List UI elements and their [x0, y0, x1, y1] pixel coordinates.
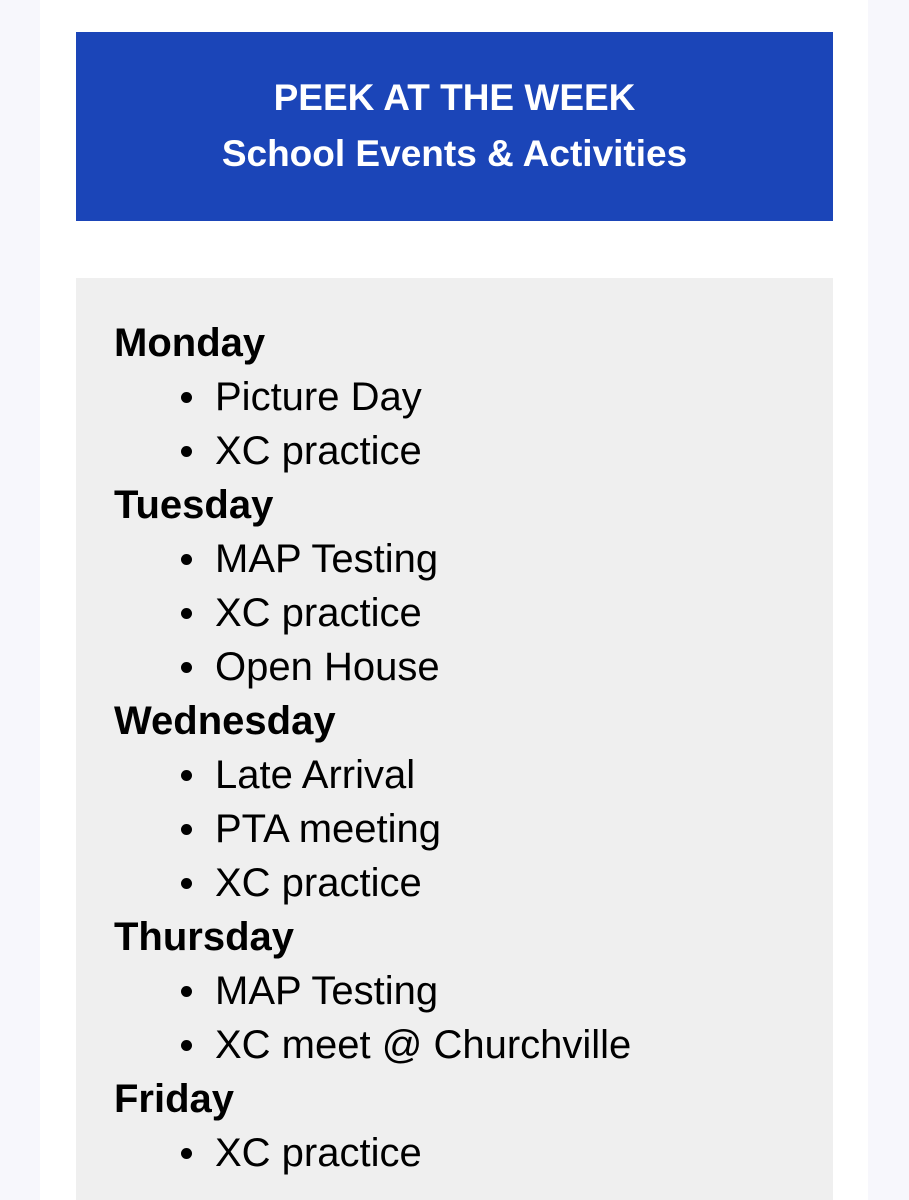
event-label: XC practice — [215, 861, 422, 905]
day-name: Monday — [114, 321, 266, 365]
day-name: Wednesday — [114, 699, 336, 743]
event-list — [76, 532, 833, 694]
event-label: XC meet @ Churchville — [215, 1023, 632, 1067]
event-list — [76, 1126, 833, 1180]
list-item — [76, 1126, 833, 1180]
list-item — [76, 424, 833, 478]
day-monday — [76, 316, 833, 478]
event-label: XC practice — [215, 591, 422, 635]
bullet-icon — [181, 608, 192, 619]
bullet-icon — [181, 878, 192, 889]
event-label: XC practice — [215, 429, 422, 473]
newsletter-page — [40, 0, 868, 1200]
bullet-icon — [181, 662, 192, 673]
list-item — [76, 748, 833, 802]
event-label: Late Arrival — [215, 753, 416, 797]
event-label: XC practice — [215, 1131, 422, 1175]
header-subtitle: School Events & Activities — [221, 133, 688, 174]
event-label: MAP Testing — [215, 969, 439, 1013]
event-label: PTA meeting — [215, 807, 442, 851]
header-title: PEEK AT THE WEEK — [273, 77, 636, 118]
day-name: Tuesday — [114, 483, 274, 527]
event-label: Picture Day — [215, 375, 422, 419]
day-tuesday — [76, 478, 833, 694]
bullet-icon — [181, 824, 192, 835]
event-list — [76, 370, 833, 478]
bullet-icon — [181, 1148, 192, 1159]
list-item — [76, 370, 833, 424]
list-item — [76, 640, 833, 694]
header-banner — [76, 32, 833, 221]
event-list — [76, 964, 833, 1072]
event-label: MAP Testing — [215, 537, 439, 581]
event-label: Open House — [215, 645, 440, 689]
bullet-icon — [181, 554, 192, 565]
list-item — [76, 802, 833, 856]
list-item — [76, 1018, 833, 1072]
day-name: Friday — [114, 1077, 235, 1121]
bullet-icon — [181, 446, 192, 457]
day-thursday — [76, 910, 833, 1072]
day-name: Thursday — [114, 915, 295, 959]
bullet-icon — [181, 770, 192, 781]
weekly-schedule — [76, 278, 833, 1200]
bullet-icon — [181, 392, 192, 403]
list-item — [76, 964, 833, 1018]
bullet-icon — [181, 1040, 192, 1051]
day-friday — [76, 1072, 833, 1180]
list-item — [76, 532, 833, 586]
list-item — [76, 586, 833, 640]
list-item — [76, 856, 833, 910]
day-wednesday — [76, 694, 833, 910]
event-list — [76, 748, 833, 910]
bullet-icon — [181, 986, 192, 997]
